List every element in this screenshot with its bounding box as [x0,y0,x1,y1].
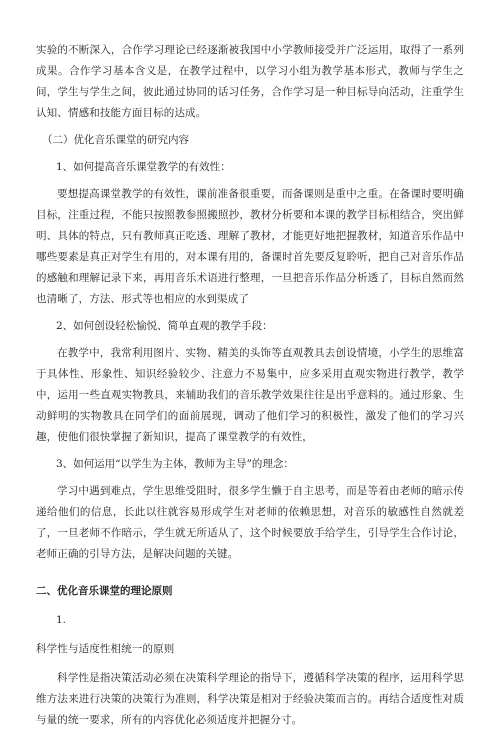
section-numeral: 1. [56,614,67,626]
item-3-body: 学习中遇到难点，学生思维受阻时，很多学生懒于自主思考，而是等着由老师的暗示传递给他们的信息，长此以往就容易形成学生对老师的依赖思想，对音乐的敏感性自然就差了，一旦老师不作暗示，学生就无所适从了，这个时候要放手给学生，引导学生合作讨论，老师正确的引导方法，是解决问题的关键。 [36,485,464,560]
item-1-body: 要想提高课堂教学的有效性，课前准备很重要，而备课则是重中之重。在备课时要明确目标，注重过程，不能只按照教参照搬照抄，教材分析要和本课的教学目标相结合，突出鲜明、具体的特点，只有教师真正吃透、理解了教材，才能更好地把握教材，知道音乐作品中哪些要素是真正对学生有用的，对本课有用的，备课时首先要反复聆听，把自己对音乐作品的感触和理解记录下来，再用音乐术语进行整理，一旦把音乐作品分析透了，目标自然而然也清晰了，方法、形式等也相应的水到渠成了 [36,188,464,305]
principle-body: 科学性是指决策活动必须在决策科学理论的指导下，遵循科学决策的程序，运用科学思维方法来进行决策的决策行为准则，科学决策是相对于经验决策而言的。再结合适度性对质与量的统一要求，所有的内容优化必须适度并把握分寸。 [36,672,464,726]
subsection-heading: （二）优化音乐课堂的研究内容 [42,134,189,146]
principle-title: 科学性与适度性相统一的原则 [36,643,175,655]
section-heading: 二、优化音乐课堂的理论原则 [36,585,173,597]
item-1-heading: 1、如何提高音乐课堂教学的有效性： [56,161,231,173]
item-3-heading: 3、如何运用“以学生为主体，教师为主导”的理念： [56,458,294,470]
item-2-body: 在教学中，我常利用图片、实物、精美的头饰等直观教具去创设情境，小学生的思维富于具体性、形象性、知识经验较少、注意力不易集中，应多采用直观实物进行教学，教学中，运用一些直观实物教具，来辅助我们的音乐教学效果往往是出乎意料的。通过形象、生动鲜明的实物教具在同学们的面前展现，调动了他们学习的积极性，激发了他们的学习兴趣，使他们很快掌握了新知识，提高了课堂教学的有效性， [36,347,464,443]
intro-paragraph: 实验的不断深入，合作学习理论已经逐渐被我国中小学教师接受并广泛运用，取得了一系列成果。合作学习基本含义是，在教学过程中，以学习小组为教学基本形式，教师与学生之间，学生与学生之间，彼此通过协同的话习任务，合作学习是一种目标导向活动，注重学生认知、情感和技能方面目标的达成。 [36,44,464,119]
item-2-heading: 2、如何创设轻松愉悦、简单直观的教学手段： [56,320,273,332]
